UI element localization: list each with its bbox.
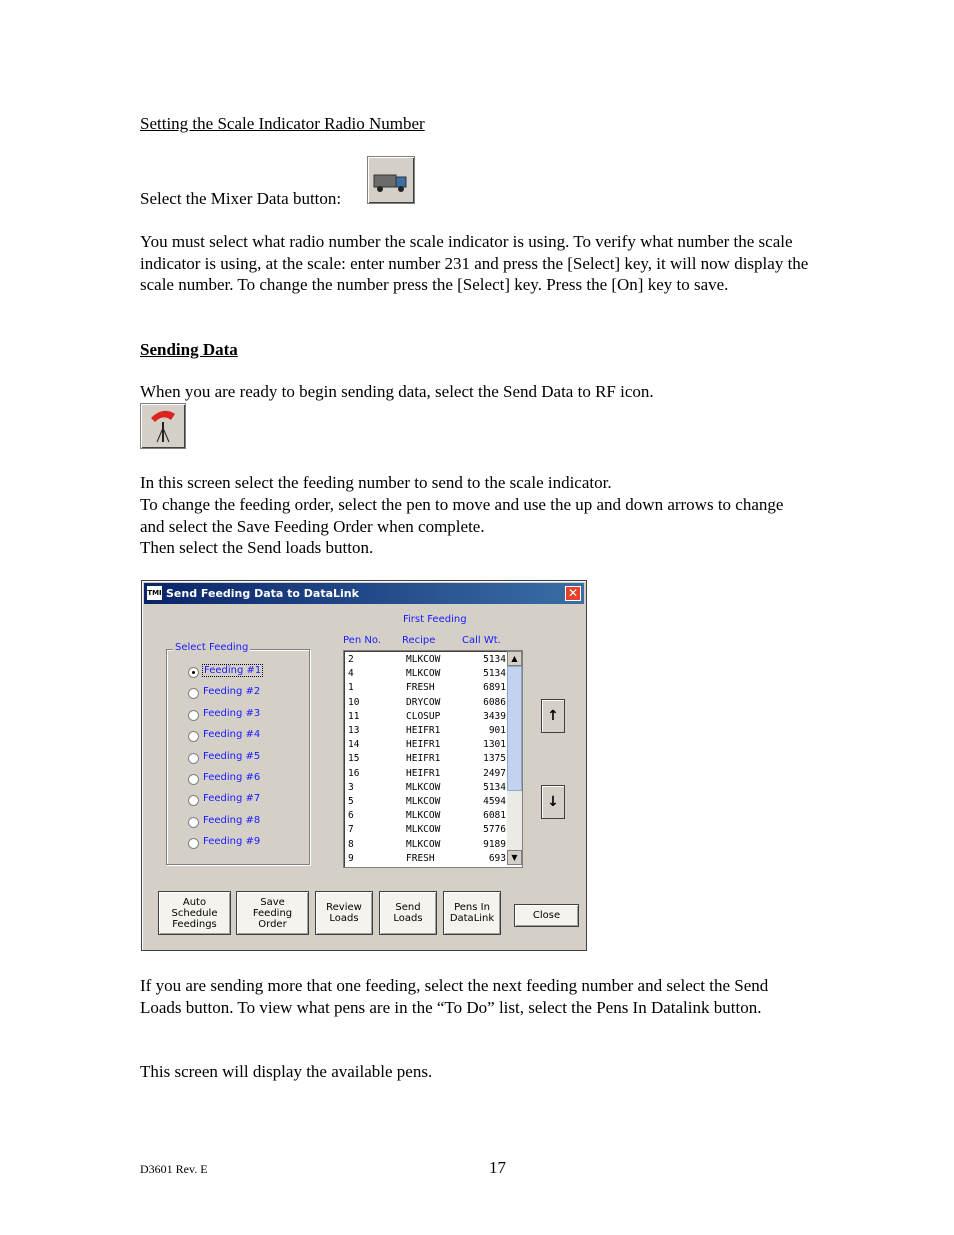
call-wt-cell: 9189 <box>483 838 506 850</box>
select-mixer-text: Select the Mixer Data button: <box>140 189 342 208</box>
feeding-label: Feeding #6 <box>203 772 261 783</box>
after-instruction-1: If you are sending more that one feeding, select the next feeding number and select the Send Loads button. To view what pens are in the “To Do” list, select the Pens In Datalink button. <box>140 976 769 1017</box>
save-order-line-2: Feeding <box>252 907 293 919</box>
pens-in-datalink-button[interactable] <box>443 891 501 935</box>
call-wt-header: Call Wt. <box>462 635 501 646</box>
radio-circle-icon[interactable] <box>188 774 199 785</box>
truck-icon <box>368 157 414 203</box>
pen-cell: 5 <box>348 796 354 807</box>
radio-tower-icon <box>141 404 185 448</box>
pen-cell: 3 <box>348 781 354 793</box>
recipe-cell: FRESH <box>406 852 435 864</box>
recipe-cell: MLKCOW <box>406 796 441 807</box>
recipe-cell: DRYCOW <box>406 696 441 708</box>
review-loads-button[interactable] <box>315 891 373 935</box>
heading-sending-data: Sending Data <box>140 340 238 359</box>
call-wt-cell: 1301 <box>483 739 506 751</box>
call-wt-cell: 5776 <box>483 824 506 836</box>
move-down-button[interactable]: ↓ <box>541 785 565 819</box>
save-order-line-1: Save <box>260 896 285 908</box>
feeding-label: Feeding #7 <box>203 793 261 805</box>
pen-cell: 1 <box>348 682 354 694</box>
pen-no-header: Pen No. <box>343 635 381 646</box>
list-scrollbar[interactable] <box>507 651 522 865</box>
recipe-cell: MLKCOW <box>406 654 441 665</box>
pen-cell: 15 <box>348 753 360 765</box>
call-wt-cell: 6086 <box>483 696 506 708</box>
auto-schedule-button[interactable] <box>158 891 231 935</box>
pens-in-line-1: Pens In <box>454 902 490 913</box>
dialog-titlebar <box>144 583 584 604</box>
mixer-data-button[interactable] <box>367 156 415 204</box>
send-loads-line-2: Loads <box>393 913 423 924</box>
pen-cell: 10 <box>348 696 360 708</box>
pen-cell: 16 <box>348 767 360 779</box>
dialog-title: Send Feeding Data to DataLink <box>166 587 359 600</box>
feeding-label: Feeding #1 <box>204 665 262 676</box>
move-up-button[interactable]: ↑ <box>541 699 565 733</box>
radio-circle-icon[interactable] <box>188 753 199 764</box>
screen-instruction-1: In this screen select the feeding number to send to the scale indicator. <box>140 473 612 492</box>
call-wt-cell: 5134 <box>483 654 506 665</box>
review-loads-line-2: Loads <box>329 913 359 924</box>
close-button-label: Close <box>532 910 561 921</box>
pen-cell: 8 <box>348 838 354 850</box>
call-wt-cell: 6891 <box>483 682 506 694</box>
pen-cell: 11 <box>348 710 360 722</box>
screen-instruction-2: To change the feeding order, select the pen to move and use the up and down arrows to change and select the Save Feeding Order when complete. <box>140 495 784 536</box>
pen-cell: 6 <box>348 810 354 822</box>
pen-cell: 2 <box>348 654 354 665</box>
pen-cell: 14 <box>348 739 360 751</box>
recipe-cell: MLKCOW <box>406 838 441 850</box>
feeding-label: Feeding #5 <box>203 750 261 762</box>
call-wt-cell: 693 <box>488 852 506 864</box>
feeding-label: Feeding #9 <box>203 836 261 848</box>
call-wt-cell: 5134 <box>483 781 506 793</box>
recipe-cell: HEIFR1 <box>406 767 441 779</box>
recipe-cell: MLKCOW <box>406 781 441 793</box>
pen-cell: 7 <box>348 824 354 836</box>
review-loads-line-1: Review <box>326 902 362 913</box>
recipe-cell: FRESH <box>406 682 435 694</box>
call-wt-cell: 3439 <box>483 710 506 722</box>
pen-cell: 9 <box>348 852 354 864</box>
after-instruction-2: This screen will display the available pens. <box>140 1062 433 1081</box>
close-button[interactable] <box>514 904 579 927</box>
auto-schedule-line-1: Auto <box>182 896 207 908</box>
scroll-up-icon[interactable]: ▲ <box>507 651 522 666</box>
recipe-cell: MLKCOW <box>406 810 441 822</box>
call-wt-cell: 901 <box>488 725 506 736</box>
call-wt-cell: 4594 <box>483 796 506 807</box>
radio-circle-icon[interactable] <box>188 710 199 721</box>
recipe-cell: HEIFR1 <box>406 725 441 736</box>
call-wt-cell: 1375 <box>483 753 506 765</box>
screen-instruction-3: Then select the Send loads button. <box>140 538 374 557</box>
recipe-cell: HEIFR1 <box>406 753 441 765</box>
save-order-line-3: Order <box>258 918 287 930</box>
send-loads-button[interactable] <box>379 891 437 935</box>
call-wt-cell: 6081 <box>483 810 506 822</box>
feeding-label: Feeding #8 <box>203 814 261 826</box>
send-data-rf-button[interactable] <box>140 403 186 449</box>
footer-revision: D3601 Rev. E <box>140 1162 208 1176</box>
recipe-header: Recipe <box>402 635 436 646</box>
first-feeding-label: First Feeding <box>403 614 467 625</box>
radio-circle-icon[interactable] <box>188 817 199 828</box>
pen-cell: 13 <box>348 725 360 736</box>
feeding-label: Feeding #4 <box>203 729 261 741</box>
auto-schedule-line-3: Feedings <box>172 918 217 930</box>
recipe-cell: MLKCOW <box>406 668 441 680</box>
radio-circle-icon[interactable] <box>188 667 199 678</box>
app-icon: TMI <box>147 586 162 600</box>
call-wt-cell: 2497 <box>483 767 506 779</box>
feeding-label: Feeding #2 <box>203 686 261 698</box>
scroll-down-icon[interactable]: ▼ <box>507 850 522 865</box>
send-loads-line-1: Send <box>395 902 421 913</box>
pen-list[interactable] <box>343 650 523 868</box>
send-feeding-dialog <box>141 580 587 951</box>
page-number: 17 <box>489 1158 506 1177</box>
scroll-thumb[interactable] <box>507 666 522 791</box>
radio-instructions: You must select what radio number the scale indicator is using. To verify what number the scale indicator is using, at the scale: enter number 231 and press the [Select] key, it will now display the scale number. To change the number press the [Select] key. Press the [On] key to save. <box>140 232 809 294</box>
feeding-label: Feeding #3 <box>203 707 261 719</box>
send-icon-instructions: When you are ready to begin sending data, select the Send Data to RF icon. <box>140 382 654 401</box>
recipe-cell: CLOSUP <box>406 710 441 722</box>
pen-cell: 4 <box>348 668 354 680</box>
pens-in-line-2: DataLink <box>449 913 495 924</box>
close-icon[interactable]: ✕ <box>565 586 581 601</box>
heading-radio-number: Setting the Scale Indicator Radio Number <box>140 114 425 133</box>
select-feeding-label: Select Feeding <box>175 642 249 653</box>
auto-schedule-line-2: Schedule <box>171 907 218 919</box>
recipe-cell: MLKCOW <box>406 824 441 836</box>
call-wt-cell: 5134 <box>483 668 506 680</box>
save-feeding-order-button[interactable] <box>236 891 309 935</box>
recipe-cell: HEIFR1 <box>406 739 441 751</box>
